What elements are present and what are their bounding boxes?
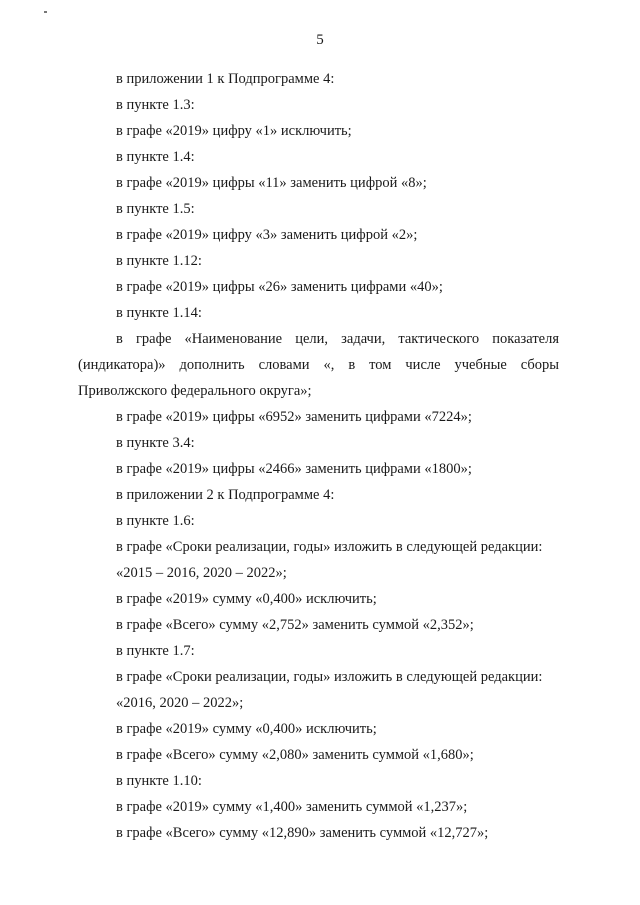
text-line: в пункте 3.4: (116, 435, 195, 451)
document-body (78, 66, 559, 846)
text-line: в графе «2019» цифры «6952» заменить цифрами «7224»; (116, 409, 472, 425)
text-line: в графе «2019» цифры «11» заменить цифрой «8»; (116, 175, 427, 191)
text-line: в пункте 1.3: (116, 97, 195, 113)
scan-mark (44, 11, 47, 13)
text-line: в графе «2019» сумму «1,400» заменить суммой «1,237»; (116, 799, 468, 815)
text-line: в графе «2019» цифры «26» заменить цифрами «40»; (116, 279, 443, 295)
text-line: в пункте 1.4: (116, 149, 195, 165)
text-line: в приложении 1 к Подпрограмме 4: (116, 71, 335, 87)
text-line: в пункте 1.12: (116, 253, 202, 269)
text-line: в графе «2019» цифры «2466» заменить цифрами «1800»; (116, 461, 472, 477)
text-line: в приложении 2 к Подпрограмме 4: (116, 487, 335, 503)
text-line: в пункте 1.5: (116, 201, 195, 217)
page-number: 5 (316, 32, 324, 48)
text-line: в пункте 1.10: (116, 773, 202, 789)
text-line: «2015 – 2016, 2020 – 2022»; (116, 565, 287, 581)
text-line: в графе «Всего» сумму «12,890» заменить суммой «12,727»; (116, 825, 489, 841)
text-line: в графе «2019» цифру «3» заменить цифрой «2»; (116, 227, 418, 243)
text-line: в графе «2019» сумму «0,400» исключить; (116, 721, 377, 737)
text-line: в пункте 1.14: (116, 305, 202, 321)
text-line: в графе «Всего» сумму «2,752» заменить суммой «2,352»; (116, 617, 474, 633)
text-line: в графе «2019» сумму «0,400» исключить; (116, 591, 377, 607)
text-line: в графе «Всего» сумму «2,080» заменить суммой «1,680»; (116, 747, 474, 763)
text-line: в пункте 1.7: (116, 643, 195, 659)
text-paragraph: в графе «Наименование цели, задачи, тактического показателя (индикатора)» дополнить словами «, в том числе учебные сборы Приволжского федерального округа»; (78, 331, 559, 399)
text-line: в пункте 1.6: (116, 513, 195, 529)
text-line: «2016, 2020 – 2022»; (116, 695, 244, 711)
text-line: в графе «Сроки реализации, годы» изложить в следующей редакции: (116, 669, 543, 685)
text-line: в графе «2019» цифру «1» исключить; (116, 123, 352, 139)
text-line: в графе «Сроки реализации, годы» изложить в следующей редакции: (116, 539, 543, 555)
